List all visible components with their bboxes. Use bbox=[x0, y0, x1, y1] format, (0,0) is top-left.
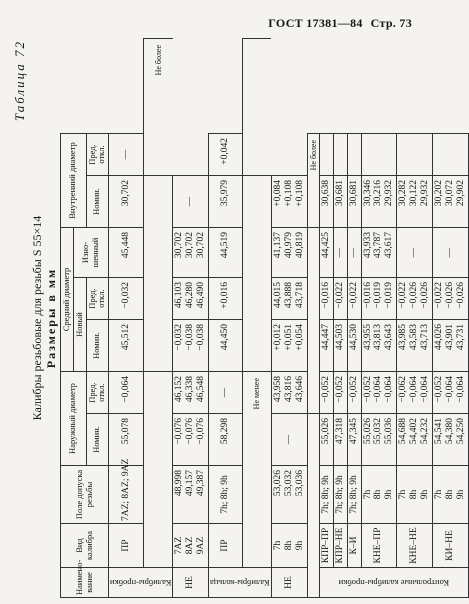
cell-o-dev: −0,064 bbox=[109, 372, 144, 414]
cell-vid: К–И bbox=[347, 524, 361, 568]
cell-worn: 43,933 43,787 43,617 bbox=[361, 227, 397, 277]
cell-m-nom: 44,450 bbox=[209, 320, 242, 372]
header-naimen: Наимено-вание bbox=[61, 568, 109, 598]
cell-m-nom: 44,026 43,901 43,731 bbox=[433, 320, 469, 372]
cell-i-dev: — bbox=[173, 175, 209, 227]
header-vid: Вид калибра bbox=[61, 524, 109, 568]
cell-vid: КИ–НЕ bbox=[433, 524, 469, 568]
gauge-table bbox=[60, 38, 469, 598]
cell-o-nom: 54,541 54,380 54,250 bbox=[433, 414, 469, 466]
cell-o-nom: 47,318 bbox=[333, 414, 347, 466]
cell-worn: 46,103 46,280 46,490 bbox=[173, 278, 209, 320]
cell-o-dev: −0,052 bbox=[333, 372, 347, 414]
header-outer-nom: Номин. bbox=[86, 414, 109, 466]
group-label: Контрольные калибры-пробки bbox=[319, 568, 468, 598]
cell-o-dev: — bbox=[271, 414, 307, 466]
standard-number: ГОСТ 17381—84 bbox=[268, 16, 363, 30]
cell-o-nom: 53,026 53,032 53,036 bbox=[271, 466, 307, 524]
note-inner: Не более bbox=[144, 39, 173, 176]
cell-m-dev: +0,016 bbox=[209, 278, 242, 320]
cell-i-dev: — bbox=[109, 133, 144, 175]
cell-m-nom: 46,152 46,338 46,548 bbox=[173, 372, 209, 414]
cell-o-dev: −0,052 bbox=[347, 372, 361, 414]
cell-i-dev bbox=[397, 133, 433, 175]
table-number: Таблица 72 bbox=[12, 40, 27, 122]
cell-worn: — bbox=[333, 227, 347, 277]
cell-worn: 45,448 bbox=[109, 227, 144, 277]
cell-i-nom: 30,702 bbox=[109, 175, 144, 227]
cell-pole: 7h 8h 9h bbox=[271, 524, 307, 568]
cell-m-nom: 43,955 43,813 43,643 bbox=[361, 320, 397, 372]
cell-m-dev: −0,032 bbox=[109, 278, 144, 320]
cell-i-dev: +0,084 +0,108 +0,108 bbox=[271, 175, 307, 227]
rotated-table-area bbox=[8, 38, 466, 598]
cell-m-dev: −0,022 bbox=[347, 278, 361, 320]
note-inner: Не более bbox=[307, 133, 319, 227]
cell-pole: 7AZ; 8AZ; 9AZ bbox=[109, 466, 144, 524]
cell-vid: КНЕ–ПР bbox=[361, 524, 397, 568]
table-row bbox=[397, 39, 433, 598]
cell-o-dev: −0,052 −0,064 −0,064 bbox=[361, 372, 397, 414]
header-inner: Внутренний диаметр bbox=[61, 133, 87, 227]
table-row bbox=[271, 39, 307, 598]
cell-o-dev: −0,076 −0,076 −0,076 bbox=[173, 414, 209, 466]
cell-m-dev: −0,022 bbox=[333, 278, 347, 320]
cell-m-dev: −0,016 −0,019 −0,019 bbox=[361, 278, 397, 320]
cell-pole: 7h 8h 9h bbox=[397, 466, 433, 524]
cell-pole: 7h 8h 9h bbox=[361, 466, 397, 524]
note-blank bbox=[242, 175, 271, 371]
cell-o-nom: 55,026 bbox=[319, 414, 333, 466]
table-row bbox=[209, 39, 242, 598]
cell-o-dev: −0,052 −0,064 −0,064 bbox=[433, 372, 469, 414]
table-subcaption: Размеры в мм bbox=[44, 267, 58, 369]
cell-i-nom: 35,979 bbox=[209, 175, 242, 227]
cell-i-dev bbox=[333, 133, 347, 175]
cell-vid: НЕ bbox=[173, 568, 209, 598]
cell-vid: ПР bbox=[109, 524, 144, 568]
page-number: Стр. 73 bbox=[370, 16, 412, 30]
cell-vid: КПР–НЕ bbox=[333, 524, 347, 568]
cell-worn: 44,425 bbox=[319, 227, 333, 277]
cell-m-nom: 44,447 bbox=[319, 320, 333, 372]
header-middle: Средний диаметр bbox=[61, 227, 74, 371]
cell-m-dev: −0,022 −0,026 −0,026 bbox=[397, 278, 433, 320]
note-outer bbox=[307, 414, 319, 598]
header-inner-nom: Номин. bbox=[86, 175, 109, 227]
cell-vid: НЕ bbox=[271, 568, 307, 598]
cell-worn: 44,519 bbox=[209, 227, 242, 277]
cell-pole: 7AZ 8AZ 9AZ bbox=[173, 524, 209, 568]
table-row bbox=[333, 39, 347, 598]
note-outer bbox=[144, 372, 173, 568]
cell-o-dev: — bbox=[209, 372, 242, 414]
cell-vid: КПР–ПР bbox=[319, 524, 333, 568]
cell-m-dev: −0,016 bbox=[319, 278, 333, 320]
cell-i-dev bbox=[319, 133, 333, 175]
table-body bbox=[109, 39, 469, 598]
cell-m-nom: 45,512 bbox=[109, 320, 144, 372]
cell-pole: 7h; 8h; 9h bbox=[209, 466, 242, 524]
cell-o-nom: 54,688 54,402 54,232 bbox=[397, 414, 433, 466]
cell-o-dev: −0,062 −0,064 −0,064 bbox=[397, 372, 433, 414]
cell-m-nom: 43,958 43,816 43,646 bbox=[271, 372, 307, 414]
note-blank bbox=[307, 227, 319, 413]
cell-i-nom: 30,681 bbox=[347, 175, 361, 227]
cell-pole: 7h 8h 9h bbox=[433, 466, 469, 524]
table-row bbox=[433, 39, 469, 598]
note-blank bbox=[144, 175, 173, 371]
cell-m-nom: 43,985 43,583 43,713 bbox=[397, 320, 433, 372]
note-row bbox=[307, 39, 319, 598]
note-outer: Не менее bbox=[242, 372, 271, 568]
cell-i-dev bbox=[347, 133, 361, 175]
cell-i-nom: 30,702 30,702 30,702 bbox=[173, 227, 209, 277]
page-header bbox=[260, 16, 412, 31]
note-inner bbox=[242, 39, 271, 176]
note-row bbox=[144, 39, 173, 598]
cell-m-dev: −0,032 −0,038 −0,038 bbox=[173, 320, 209, 372]
cell-m-nom: 44,503 bbox=[333, 320, 347, 372]
header-outer-dev: Пред. откл. bbox=[86, 372, 109, 414]
cell-pole: 7h; 8h; 9h bbox=[347, 466, 361, 524]
cell-o-nom: 47,345 bbox=[347, 414, 361, 466]
group-label: Калибры-кольца bbox=[209, 568, 272, 598]
table-row bbox=[173, 39, 209, 598]
table-row bbox=[109, 39, 144, 598]
cell-o-nom: 55,078 bbox=[109, 414, 144, 466]
cell-o-nom: 48,998 49,157 49,387 bbox=[173, 466, 209, 524]
cell-worn: — bbox=[347, 227, 361, 277]
cell-m-dev: +0,012 +0,051 +0,054 bbox=[271, 320, 307, 372]
cell-i-nom: 30,282 30,122 29,932 bbox=[397, 175, 433, 227]
header-inner-dev: Пред. откл. bbox=[86, 133, 109, 175]
header-pole: Поле допуска резьбы bbox=[61, 466, 109, 524]
note-row bbox=[242, 39, 271, 598]
cell-i-dev: +0,042 bbox=[209, 133, 242, 175]
cell-i-nom: 30,346 30,216 29,932 bbox=[361, 175, 397, 227]
table-row bbox=[347, 39, 361, 598]
cell-pole: 7h; 8h; 9h bbox=[319, 466, 333, 524]
header-worn: Изно-шенный bbox=[73, 227, 108, 277]
cell-i-nom: 30,638 bbox=[319, 175, 333, 227]
cell-i-nom: 30,681 bbox=[333, 175, 347, 227]
cell-o-nom: 55,026 55,032 55,036 bbox=[361, 414, 397, 466]
cell-pole: 7h; 8h; 9h bbox=[333, 466, 347, 524]
cell-vid: КНЕ–НЕ bbox=[397, 524, 433, 568]
cell-o-dev: −0,052 bbox=[319, 372, 333, 414]
table-row bbox=[319, 39, 333, 598]
header-middle-nom: Номин. bbox=[86, 320, 109, 372]
cell-m-nom: 44,530 bbox=[347, 320, 361, 372]
table-caption: Калибры резьбовые для резьбы S 55×14 bbox=[30, 215, 44, 421]
table-row bbox=[361, 39, 397, 598]
cell-i-dev bbox=[361, 133, 397, 175]
cell-worn: 44,015 43,888 43,718 bbox=[271, 278, 307, 320]
cell-m-dev: −0,022 −0,026 −0,026 bbox=[433, 278, 469, 320]
header-middle-dev: Пред. откл. bbox=[86, 278, 109, 320]
cell-i-nom: 30,202 30,072 29,902 bbox=[433, 175, 469, 227]
header-outer: Наружный диаметр bbox=[61, 372, 87, 466]
cell-i-nom: 41,137 40,979 40,819 bbox=[271, 227, 307, 277]
cell-i-dev bbox=[433, 133, 469, 175]
cell-worn: — bbox=[433, 227, 469, 277]
cell-o-nom: 58,298 bbox=[209, 414, 242, 466]
header-new: Новый bbox=[73, 278, 86, 372]
cell-worn: — bbox=[397, 227, 433, 277]
group-label: Калибры-пробки bbox=[109, 568, 173, 598]
cell-vid: ПР bbox=[209, 524, 242, 568]
